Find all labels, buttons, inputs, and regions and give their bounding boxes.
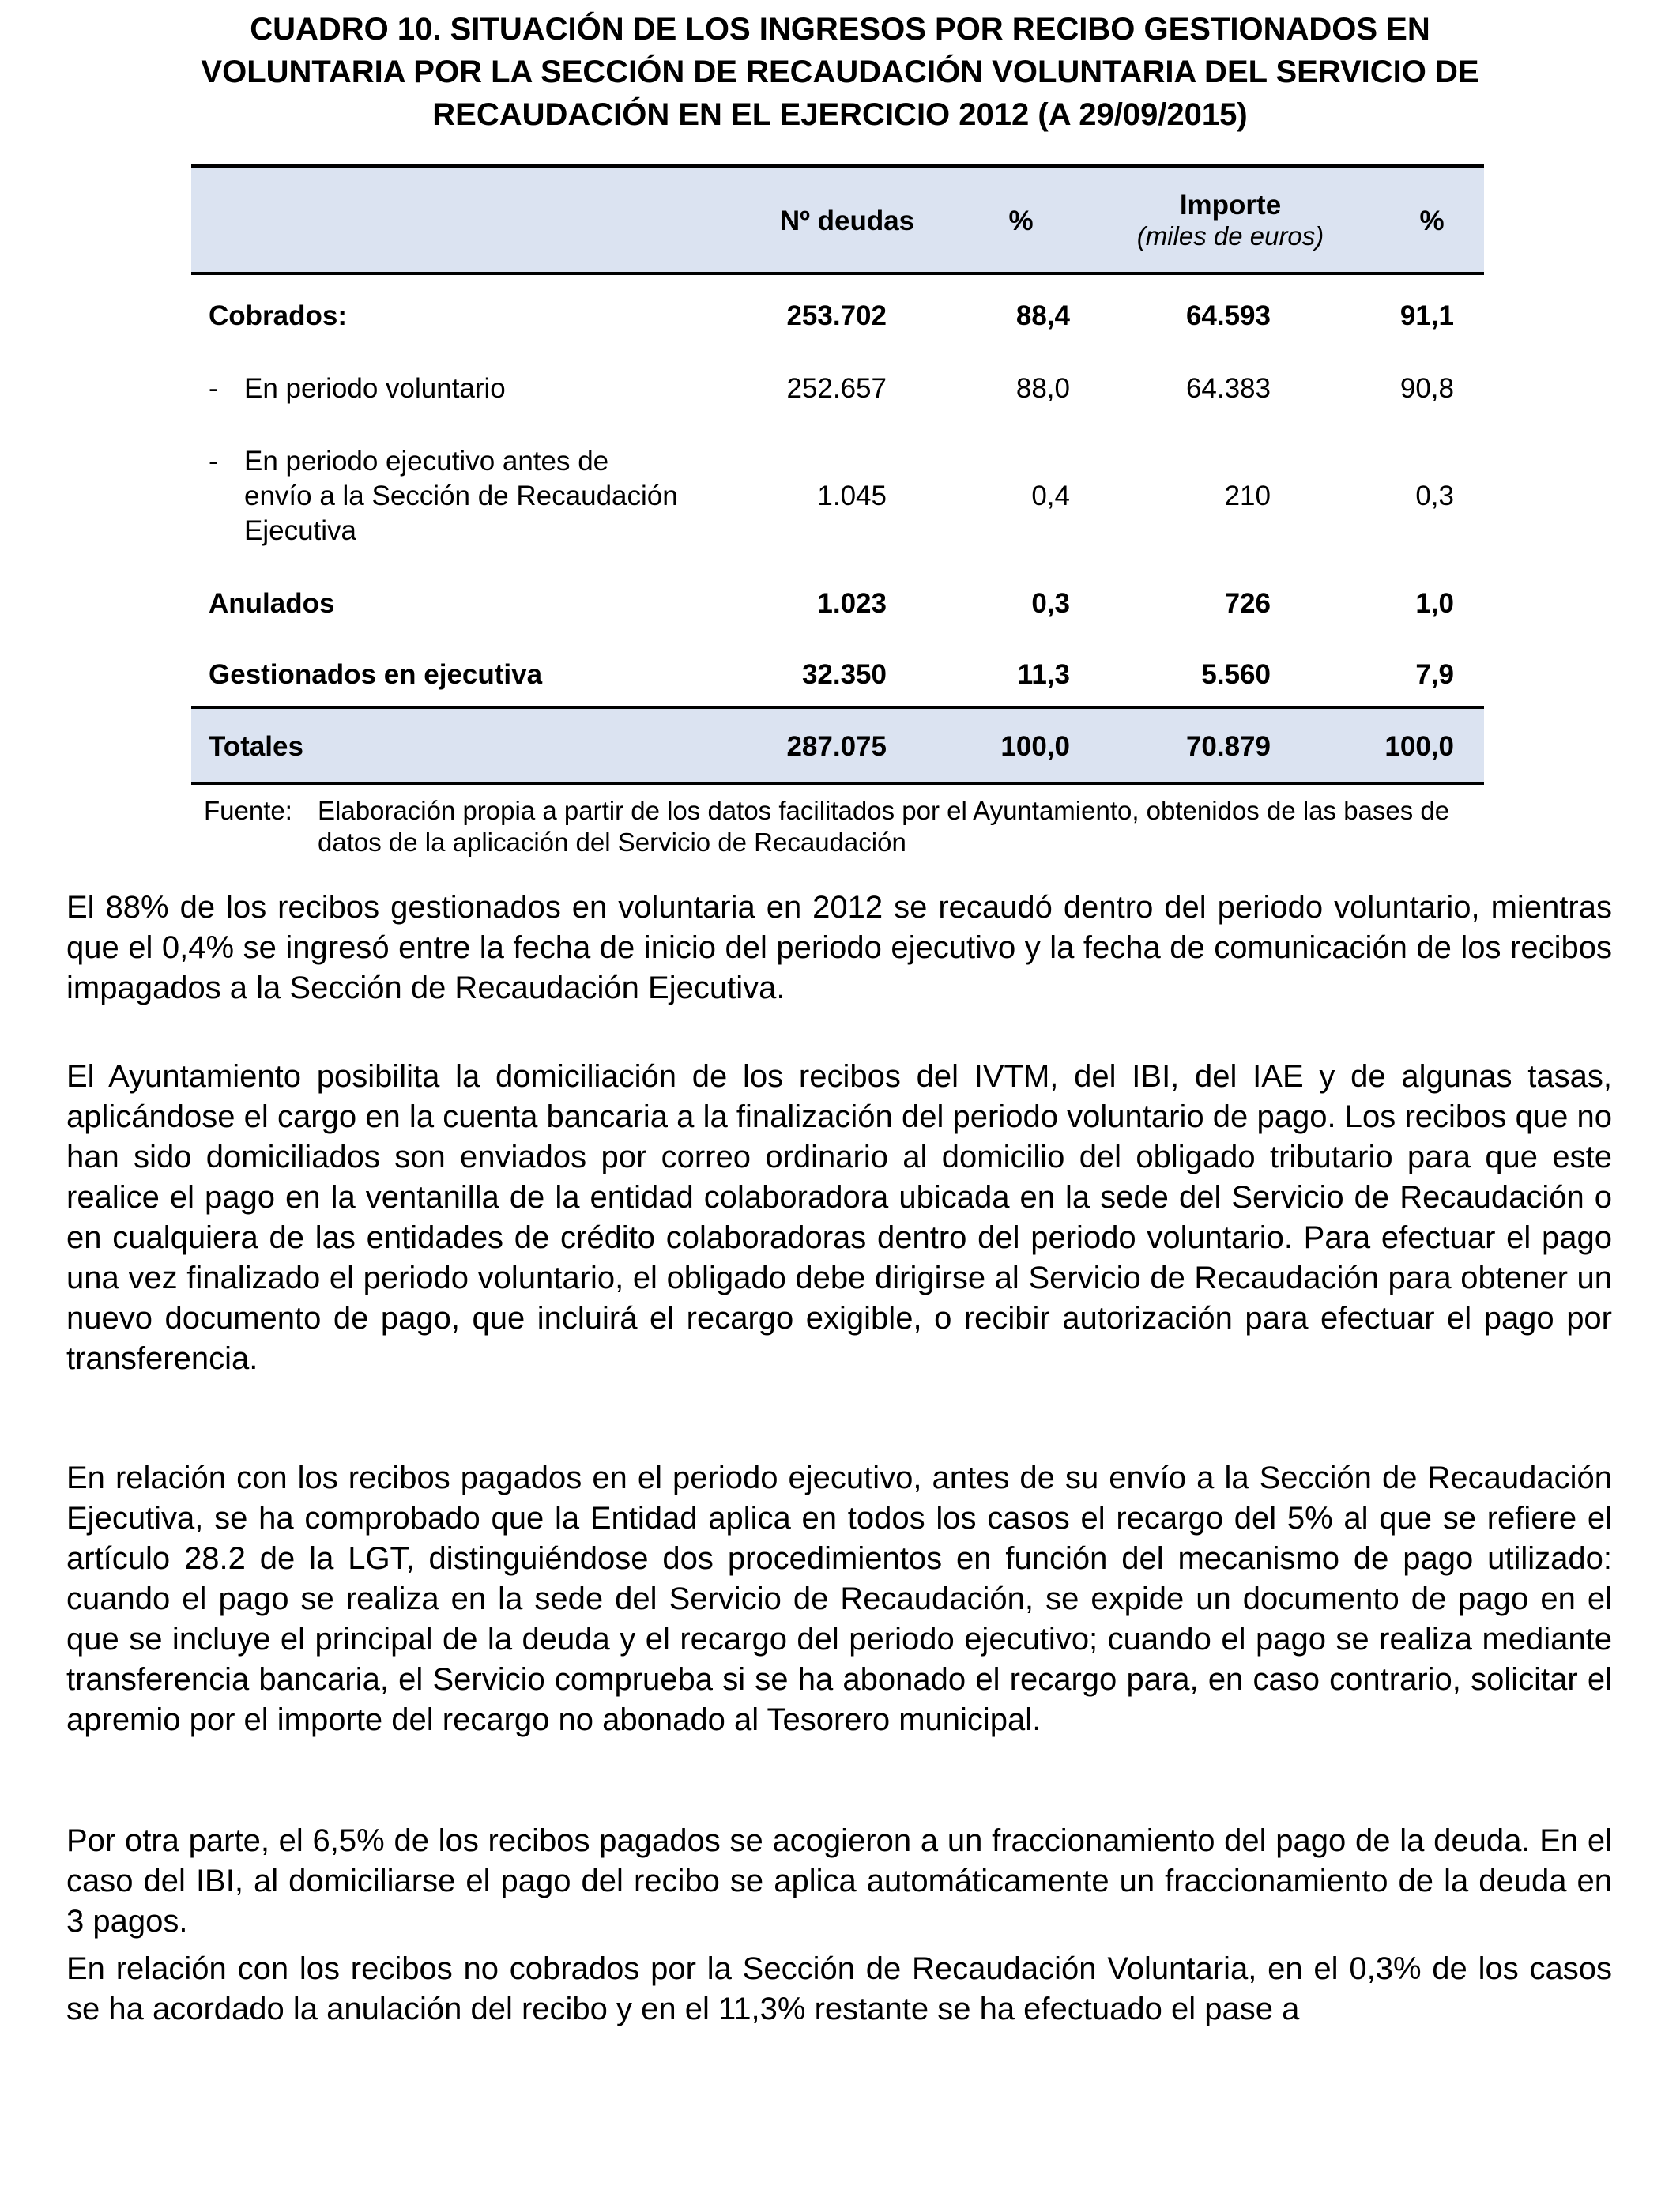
total-pct-deudas: 100,0 — [1000, 731, 1070, 762]
header-n-deudas: Nº deudas — [779, 205, 915, 236]
paragraph: El Ayuntamiento posibilita la domiciliación de los recibos del IVTM, del IBI, del IAE y de algunas tasas, aplicándose el cargo en la cuenta bancaria a la finalización del periodo voluntario de pago. Los recibos que no han sido domiciliados son enviados por correo ordinario al domicilio del obligado tributario para que este realice el pago en la ventanilla de la entidad colaboradora ubicada en la sede del Servicio de Recaudación o en cualquiera de las entidades de crédito colaboradoras dentro del periodo voluntario. Para efectuar el pago una vez finalizado el periodo voluntario, el obligado debe dirigirse al Servicio de Recaudación para obtener un nuevo documento de pago, que incluirá el recargo exigible, o recibir autorización para efectuar el pago por transferencia. — [66, 1059, 1612, 1376]
paragraph: El 88% de los recibos gestionados en voluntaria en 2012 se recaudó dentro del periodo voluntario, mientras que el 0,4% se ingresó entre la fecha de inicio del periodo ejecutivo y la fecha de comunicación de los recibos impagados a la Sección de Recaudación Ejecutiva. — [66, 890, 1612, 1005]
cell-pct-deudas: 0,4 — [1031, 481, 1070, 511]
cell-pct-importe: 0,3 — [1415, 481, 1454, 511]
header-importe-unit: (miles de euros) — [1136, 221, 1324, 251]
row-label — [209, 444, 683, 548]
total-importe: 70.879 — [1185, 731, 1271, 762]
cell-n-deudas: 252.657 — [786, 373, 887, 404]
cell-n-deudas: 1.045 — [817, 481, 887, 511]
header-pct-deudas: % — [1008, 205, 1034, 236]
cell-pct-deudas: 11,3 — [1017, 659, 1070, 690]
table-header — [191, 164, 1484, 275]
cell-pct-importe: 90,8 — [1399, 373, 1454, 404]
cell-pct-importe: 91,1 — [1399, 300, 1454, 331]
source-text: Elaboración propia a partir de los datos facilitados por el Ayuntamiento, obtenidos de las bases de datos de la aplicación del Servicio de Recaudación — [318, 796, 1450, 857]
total-pct-importe: 100,0 — [1384, 731, 1454, 762]
paragraph: Por otra parte, el 6,5% de los recibos pagados se acogieron a un fraccionamiento del pago de la deuda. En el caso del IBI, al domiciliarse el pago del recibo se aplica automáticamente un fraccionamiento de la deuda en 3 pagos. — [66, 1823, 1612, 1939]
row-dash: - — [209, 446, 218, 477]
title-line-3: RECAUDACIÓN EN EL EJERCICIO 2012 (A 29/09/2015) — [432, 97, 1248, 132]
header-importe — [1100, 190, 1361, 251]
header-pct-importe: % — [1419, 205, 1445, 236]
row-label: Anulados — [209, 588, 335, 619]
row-dash: - — [209, 373, 218, 404]
title-line-1: CUADRO 10. SITUACIÓN DE LOS INGRESOS POR RECIBO GESTIONADOS EN — [250, 12, 1430, 47]
paragraph: En relación con los recibos no cobrados por la Sección de Recaudación Voluntaria, en el 0,3% de los casos se ha acordado la anulación del recibo y en el 11,3% restante se ha efectuado el pase a — [66, 1951, 1612, 2026]
totals-row — [191, 706, 1484, 785]
cell-importe: 64.593 — [1185, 300, 1271, 331]
row-label: Cobrados: — [209, 300, 347, 331]
cell-importe: 64.383 — [1185, 373, 1271, 404]
total-n-deudas: 287.075 — [786, 731, 887, 762]
cell-n-deudas: 32.350 — [801, 659, 887, 690]
cell-importe: 5.560 — [1201, 659, 1271, 690]
source-label: Fuente: — [204, 796, 292, 825]
row-label — [209, 371, 506, 406]
header-importe-label: Importe — [1179, 190, 1282, 221]
cell-pct-deudas: 0,3 — [1031, 588, 1070, 619]
table-title — [103, 8, 1577, 136]
totals-label: Totales — [209, 731, 303, 762]
row-label-text: En periodo voluntario — [244, 373, 506, 404]
row-label-text: En periodo ejecutivo antes de envío a la Sección de Recaudación Ejecutiva — [244, 446, 678, 546]
title-line-2: VOLUNTARIA POR LA SECCIÓN DE RECAUDACIÓN VOLUNTARIA DEL SERVICIO DE — [201, 55, 1479, 89]
row-label: Gestionados en ejecutiva — [209, 659, 543, 690]
cell-n-deudas: 1.023 — [817, 588, 887, 619]
cell-n-deudas: 253.702 — [786, 300, 887, 331]
cell-pct-deudas: 88,4 — [1015, 300, 1070, 331]
cell-pct-importe: 7,9 — [1415, 659, 1454, 690]
cell-importe: 726 — [1224, 588, 1271, 619]
paragraph: En relación con los recibos pagados en el periodo ejecutivo, antes de su envío a la Sección de Recaudación Ejecutiva, se ha comprobado que la Entidad aplica en todos los casos el recargo del 5% al que se refiere el artículo 28.2 de la LGT, distinguiéndose dos procedimientos en función del mecanismo de pago utilizado: cuando el pago se realiza en la sede del Servicio de Recaudación, se expide un documento de pago en el que se incluye el principal de la deuda y el recargo del periodo ejecutivo; cuando el pago se realiza mediante transferencia bancaria, el Servicio comprueba si se ha abonado el recargo para, en caso contrario, solicitar el apremio por el importe del recargo no abonado al Tesorero municipal. — [66, 1461, 1612, 1737]
cell-importe: 210 — [1224, 481, 1271, 511]
cell-pct-importe: 1,0 — [1415, 588, 1454, 619]
source-note — [204, 795, 1500, 858]
cell-pct-deudas: 88,0 — [1015, 373, 1070, 404]
